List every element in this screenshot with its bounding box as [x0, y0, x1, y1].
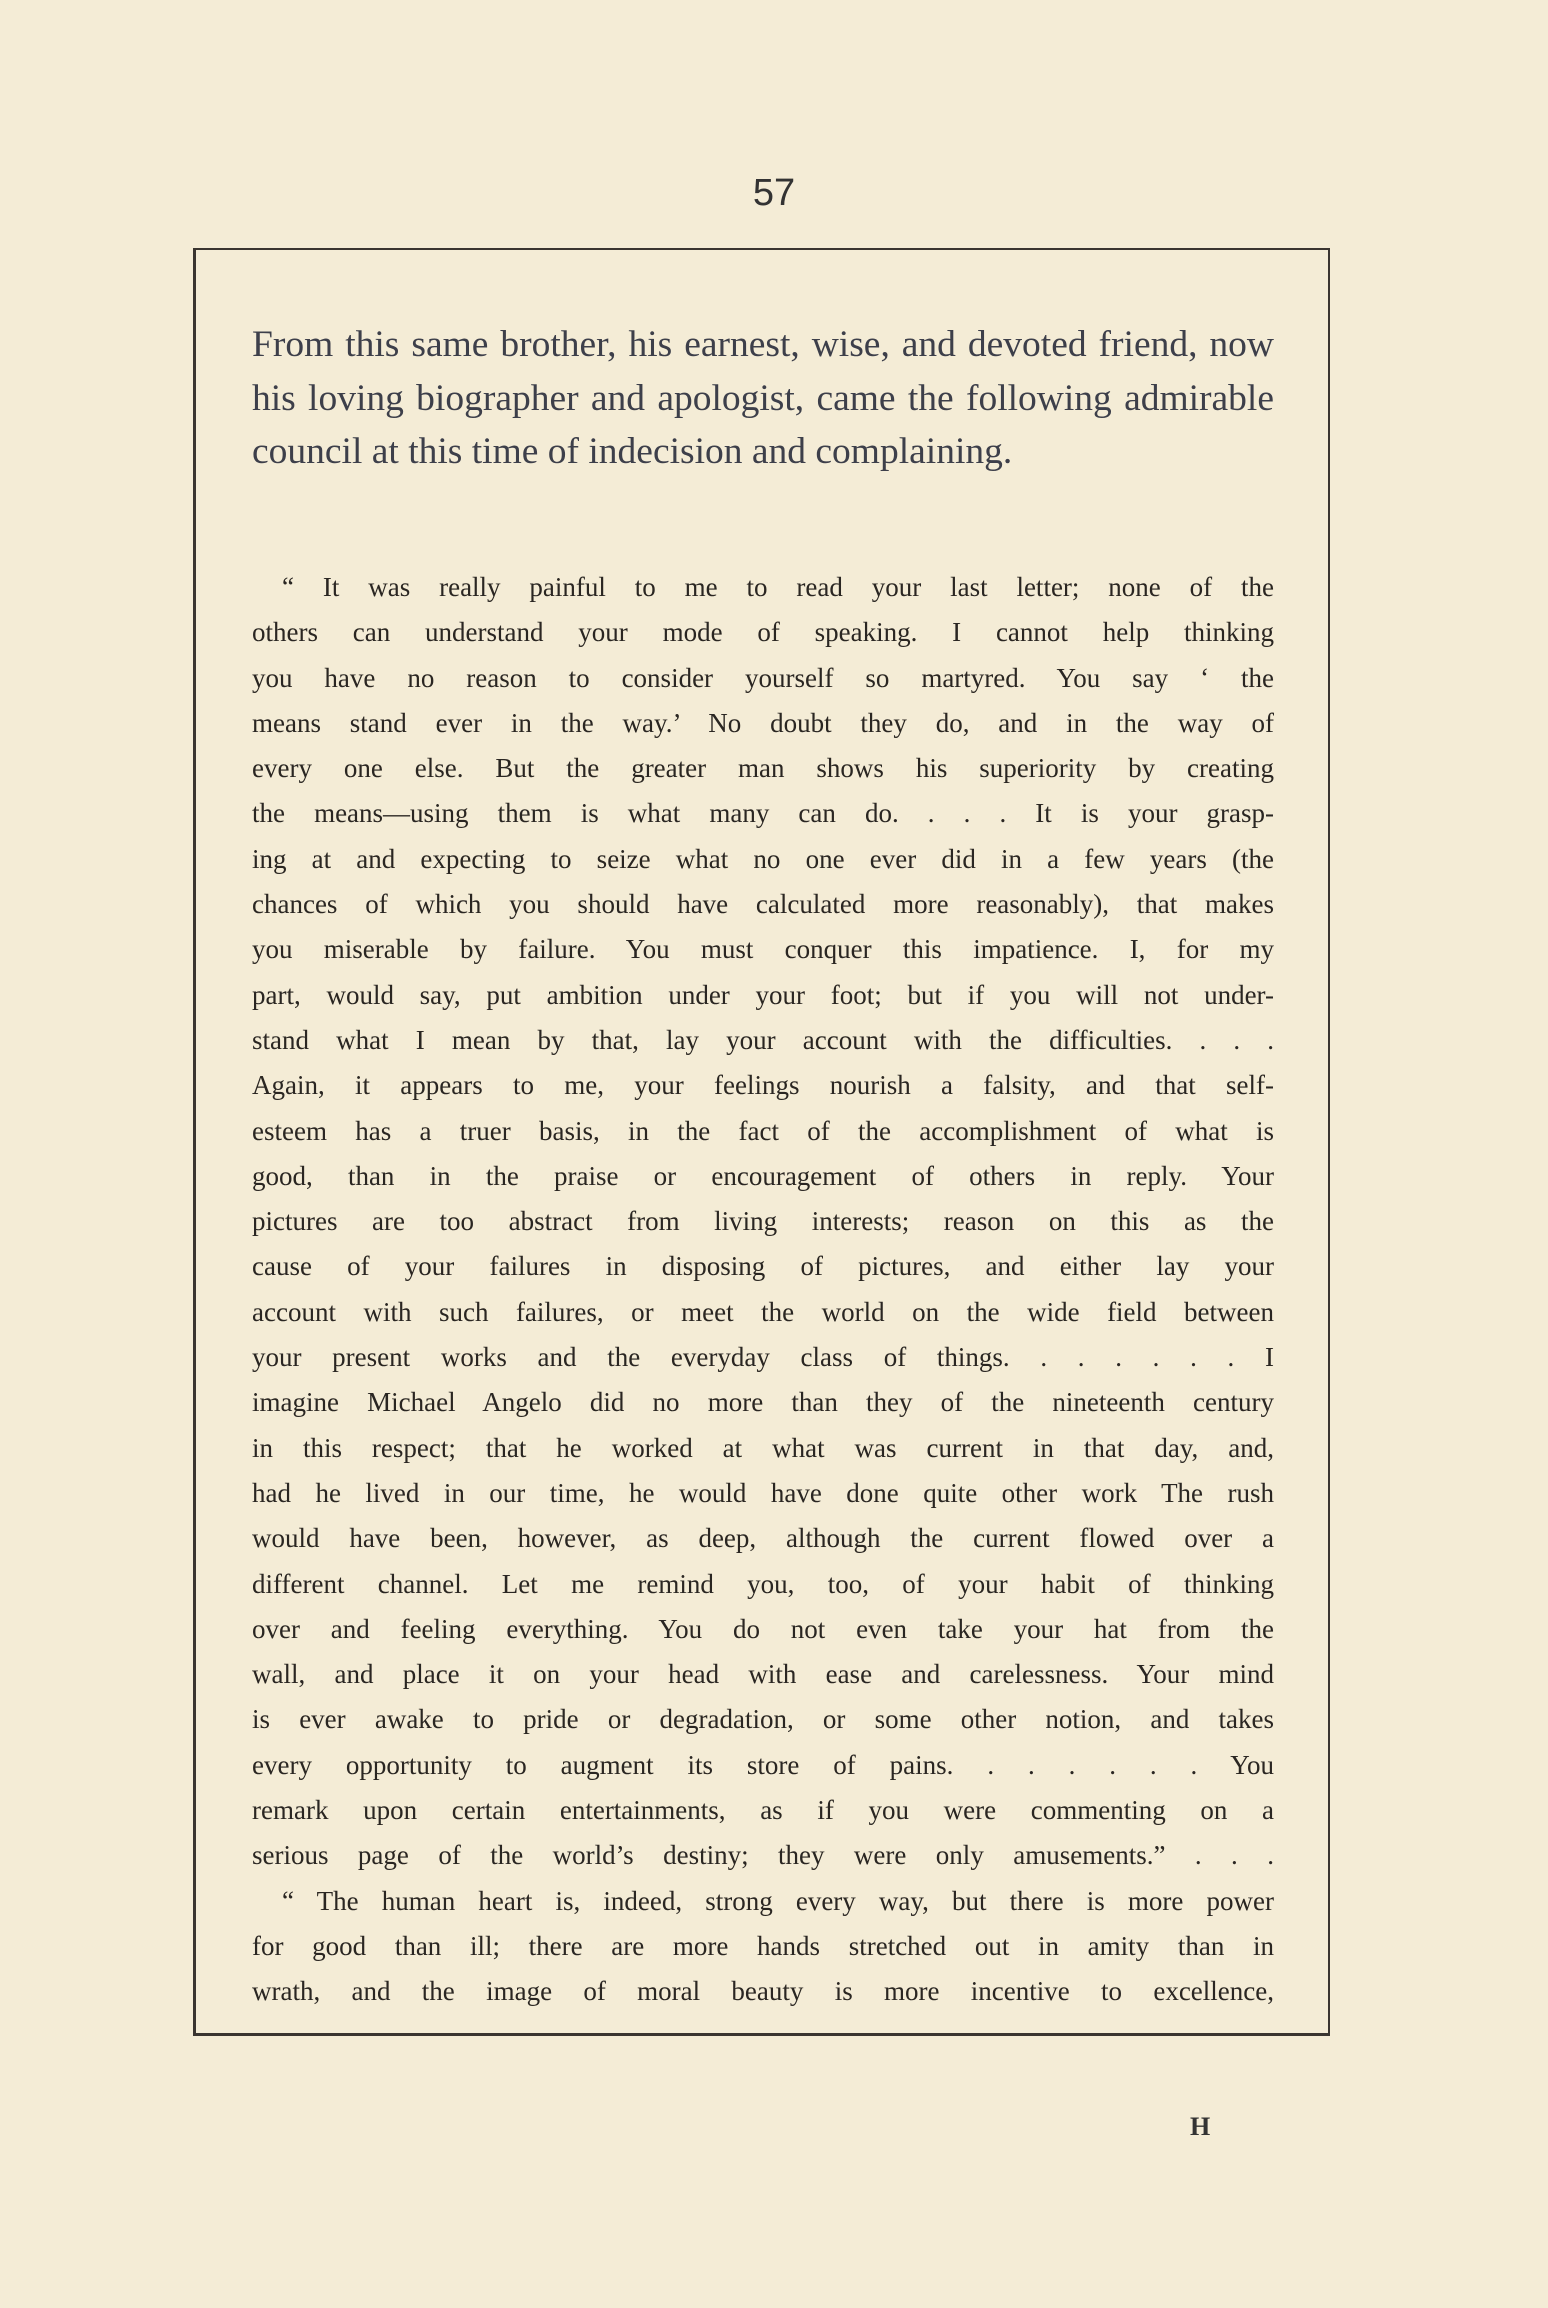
letter-line: had he lived in our time, he would have done quite other work The rush [252, 1477, 1274, 1508]
letter-line: cause of your failures in disposing of pictures, and either lay your [252, 1251, 1274, 1282]
letter-line: wall, and place it on your head with ease and carelessness. Your mind [252, 1659, 1274, 1690]
letter-quote [252, 565, 1274, 2015]
letter-line: part, would say, put ambition under your foot; but if you will not under- [252, 979, 1274, 1010]
letter-line: “ The human heart is, indeed, strong every way, but there is more power [282, 1885, 1274, 1916]
letter-line: remark upon certain entertainments, as if you were commenting on a [252, 1795, 1274, 1826]
letter-line: is ever awake to pride or degradation, or some other notion, and takes [252, 1704, 1274, 1735]
letter-line: you have no reason to consider yourself so martyred. You say ‘ the [252, 662, 1274, 693]
letter-line: Again, it appears to me, your feelings nourish a falsity, and that self- [252, 1070, 1274, 1101]
letter-line: every opportunity to augment its store of pains. . . . . . . You [252, 1749, 1274, 1780]
letter-line: wrath, and the image of moral beauty is more incentive to excellence, [252, 1976, 1274, 2007]
intro-paragraph [252, 318, 1274, 479]
letter-line: over and feeling everything. You do not even take your hat from the [252, 1613, 1274, 1644]
letter-line: your present works and the everyday class of things. . . . . . . I [252, 1342, 1274, 1373]
letter-line: ing at and expecting to seize what no one ever did in a few years (the [252, 843, 1274, 874]
letter-line: for good than ill; there are more hands stretched out in amity than in [252, 1930, 1274, 1961]
letter-line: the means—using them is what many can do. . . . It is your grasp- [252, 798, 1274, 829]
letter-line: chances of which you should have calculated more reasonably), that makes [252, 889, 1274, 920]
letter-line: you miserable by failure. You must conquer this impatience. I, for my [252, 934, 1274, 965]
letter-line: good, than in the praise or encouragement of others in reply. Your [252, 1160, 1274, 1191]
letter-line: serious page of the world’s destiny; they were only amusements.” . . . [252, 1840, 1274, 1871]
letter-line: account with such failures, or meet the world on the wide field between [252, 1296, 1274, 1327]
letter-line: stand what I mean by that, lay your account with the difficulties. . . . [252, 1024, 1274, 1055]
letter-line: different channel. Let me remind you, too, of your habit of thinking [252, 1568, 1274, 1599]
letter-line: pictures are too abstract from living interests; reason on this as the [252, 1206, 1274, 1237]
letter-line: esteem has a truer basis, in the fact of the accomplishment of what is [252, 1115, 1274, 1146]
letter-line: in this respect; that he worked at what was current in that day, and, [252, 1432, 1274, 1463]
letter-line: means stand ever in the way.’ No doubt they do, and in the way of [252, 707, 1274, 738]
signature-mark: H [1190, 2112, 1211, 2141]
letter-line: would have been, however, as deep, although the current flowed over a [252, 1523, 1274, 1554]
letter-line: others can understand your mode of speaking. I cannot help thinking [252, 617, 1274, 648]
intro-text: From this same brother, his earnest, wise, and devoted friend, now his loving biographer and apologist, came the following admirable council at this time of indecision and complaining. [252, 324, 1274, 472]
page-number: 57 [752, 172, 796, 214]
letter-line: “ It was really painful to me to read your last letter; none of the [282, 572, 1274, 602]
letter-line: every one else. But the greater man shows his superiority by creating [252, 753, 1274, 784]
letter-line: imagine Michael Angelo did no more than they of the nineteenth century [252, 1387, 1274, 1418]
